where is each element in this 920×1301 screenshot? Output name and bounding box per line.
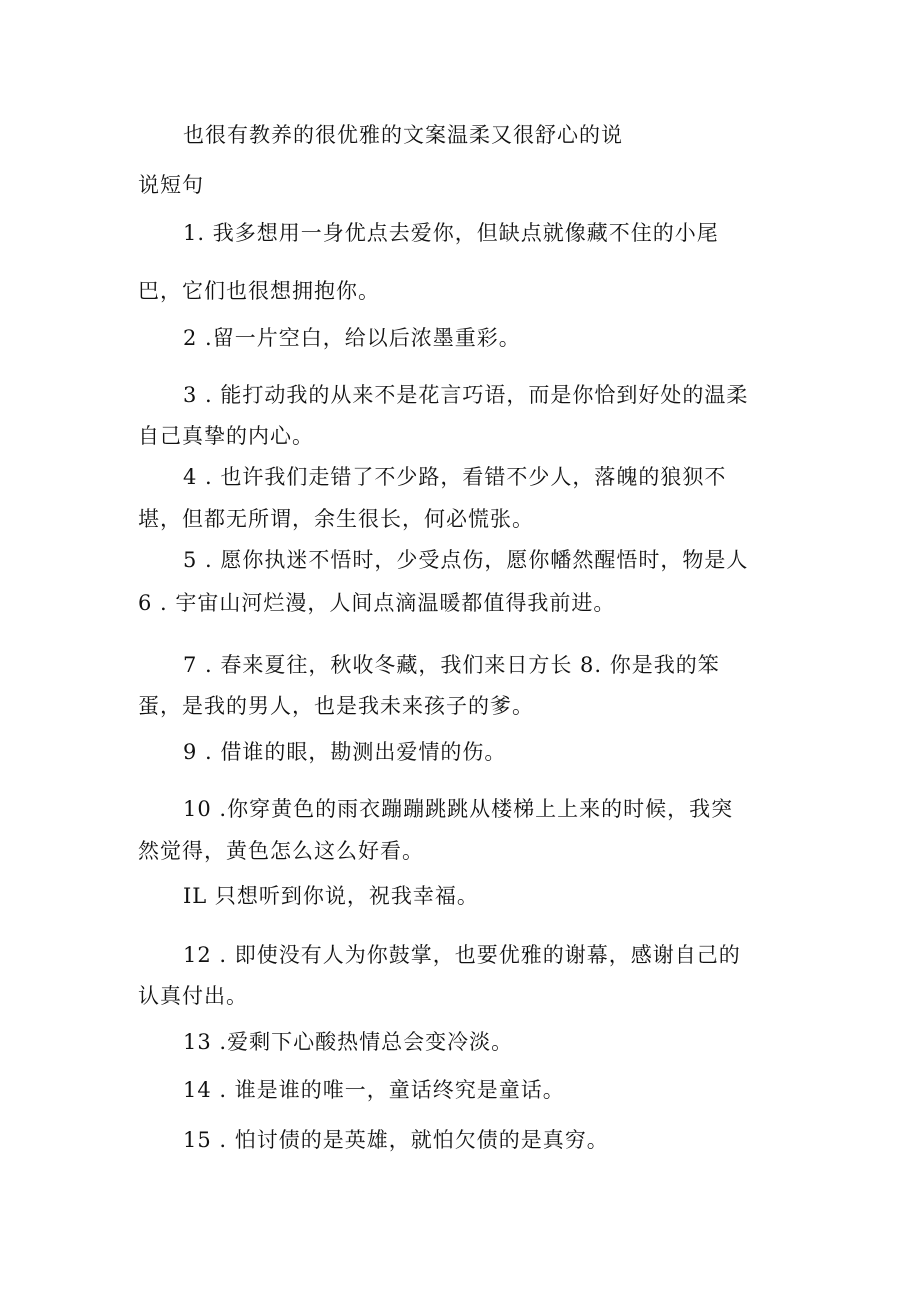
text-line-10: 7 . 春来夏往，秋收冬藏，我们来日方长 8. 你是我的笨 [183, 653, 720, 677]
text-line-6: 4 . 也许我们走错了不少路，看错不少人，落魄的狼狈不 [183, 465, 727, 489]
text-line-13: 10 .你穿黄色的雨衣蹦蹦跳跳从楼梯上上来的时候，我突 [183, 797, 734, 821]
text-line-9: 6 . 宇宙山河烂漫，人间点滴温暖都值得我前进。 [138, 591, 616, 615]
text-line-14: 然觉得，黄色怎么这么好看。 [138, 839, 424, 863]
text-line-17: 认真付出。 [138, 984, 248, 1008]
text-line-18: 13 .爱剩下心酸热情总会变冷淡。 [183, 1030, 514, 1054]
text-line-8: 5 . 愿你执迷不悟时，少受点伤，愿你幡然醒悟时，物是人 [183, 548, 749, 572]
text-line-3: 2 .留一片空白，给以后浓墨重彩。 [183, 326, 521, 350]
text-line-20: 15 . 怕讨债的是英雄，就怕欠债的是真穷。 [183, 1128, 609, 1152]
text-line-5: 自己真挚的内心。 [138, 424, 314, 448]
title-line-2: 说短句 [138, 173, 204, 197]
text-line-19: 14 . 谁是谁的唯一，童话终究是童话。 [183, 1078, 565, 1102]
text-line-12: 9 . 借谁的眼，勘测出爱情的伤。 [183, 740, 507, 764]
text-line-7: 堪，但都无所谓，余生很长，何必慌张。 [138, 507, 534, 531]
text-line-11: 蛋，是我的男人，也是我未来孩子的爹。 [138, 694, 534, 718]
text-line-16: 12 . 即使没有人为你鼓掌，也要优雅的谢幕，感谢自己的 [183, 943, 741, 967]
text-line-15: IL 只想听到你说，祝我幸福。 [183, 884, 479, 908]
text-line-2: 巴，它们也很想拥抱你。 [138, 279, 380, 303]
title-line-1: 也很有教养的很优雅的文案温柔又很舒心的说 [183, 123, 623, 147]
text-line-1: 1. 我多想用一身优点去爱你，但缺点就像藏不住的小尾 [183, 221, 719, 245]
text-line-4: 3 . 能打动我的从来不是花言巧语，而是你恰到好处的温柔 [183, 383, 749, 407]
